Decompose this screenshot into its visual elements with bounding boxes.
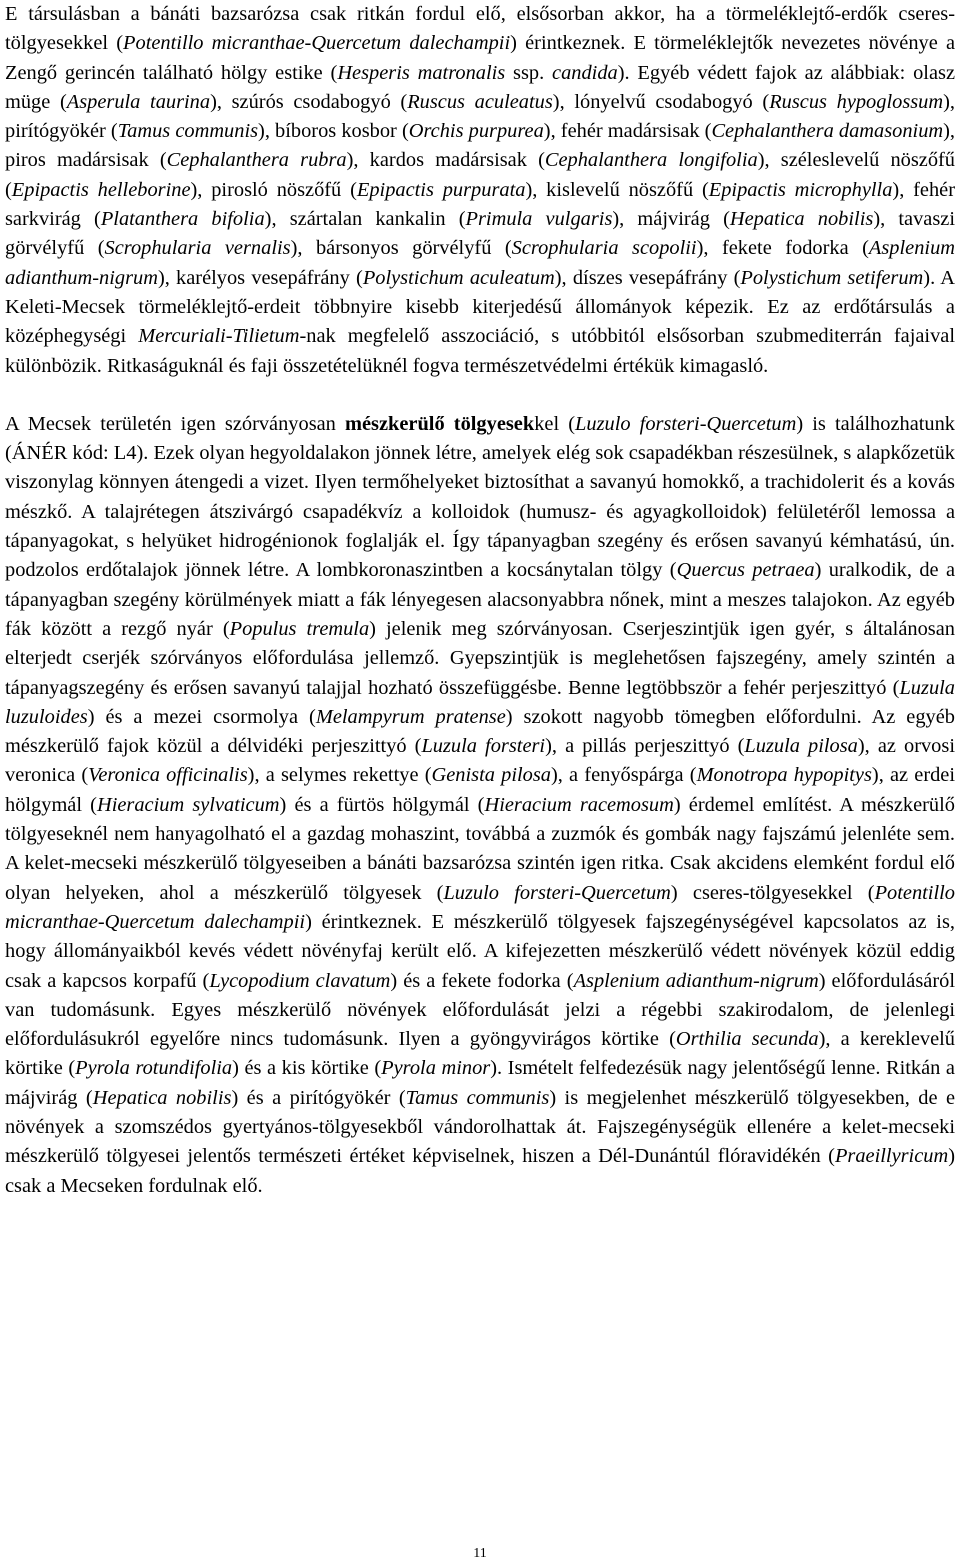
species-name: Pyrola rotundifolia — [75, 1057, 233, 1080]
species-name: Praeillyricum — [834, 1145, 949, 1168]
text-run: ), pirosló nöszőfű ( — [190, 178, 357, 201]
text-run: ) és a pirítógyökér ( — [231, 1086, 406, 1109]
text-run: ssp. — [505, 61, 553, 84]
text-run: ) és a kis körtike ( — [232, 1057, 382, 1080]
species-name: Tamus communis — [405, 1086, 550, 1109]
species-name: Melampyrum pratense — [315, 705, 506, 728]
text-run: ) uralkodik, de a tápanyagban szegény körülmények miatt a fák lényegesen alacsonyabbra nőnek, mint a meszes talajokon. Az egyéb fák között a rezgő nyár ( — [5, 559, 955, 640]
species-name: Ruscus aculeatus — [407, 90, 553, 113]
text-run: kel ( — [534, 412, 576, 435]
text-run: ), a fenyőspárga ( — [550, 764, 697, 787]
text-run: ) szokott nagyobb tömegben előfordulni. Az egyéb mészkerülő fajok közül a délvidéki perjeszittyó ( — [5, 705, 955, 758]
species-name: Primula vulgaris — [465, 208, 613, 231]
text-run: ), fehér sarkvirág ( — [5, 178, 956, 231]
page-number: 11 — [473, 1546, 487, 1561]
species-name: Orthilia secunda — [675, 1028, 819, 1051]
species-name: Lycopodium clavatum — [209, 969, 391, 992]
text-run: ), kardos madársisak ( — [346, 149, 545, 172]
species-name: Ruscus hypoglossum — [769, 90, 944, 113]
text-run: ), piros madársisak ( — [5, 120, 956, 172]
species-name: Polystichum aculeatum — [362, 266, 555, 289]
species-name: Luzula forsteri — [421, 735, 546, 758]
text-run: ), szártalan kankalin ( — [264, 208, 466, 231]
text-run: ), az orvosi veronica ( — [5, 735, 955, 787]
species-name: Potentillo micranthae-Quercetum dalechampii — [123, 32, 511, 55]
species-name: Hieracium sylvaticum — [96, 793, 280, 816]
species-name: Polystichum setiferum — [740, 266, 924, 289]
species-name: Genista pilosa — [431, 764, 551, 787]
text-run: ) és a mezei csormolya ( — [87, 705, 316, 728]
bold-term: mészkerülő tölgyesek — [345, 412, 535, 435]
species-name: Veronica officinalis — [88, 764, 248, 787]
species-name: Hepatica nobilis — [92, 1086, 232, 1109]
species-name: candida — [552, 61, 618, 84]
species-name: Cephalanthera rubra — [166, 149, 347, 172]
species-name: Cephalanthera longifolia — [544, 149, 758, 172]
text-run: ), lónyelvű csodabogyó ( — [552, 90, 770, 113]
species-name: Epipactis helleborine — [11, 178, 191, 201]
species-name: Luzula luzuloides — [5, 676, 955, 728]
text-run: E társulásban a bánáti bazsarózsa csak ritkán fordul elő, elsősorban akkor, ha a törmeléklejtő-erdők cseres-tölgyesekkel ( — [5, 3, 955, 55]
species-name: Orchis purpurea — [408, 120, 544, 143]
text-run: ) is megjelenhet mészkerülő tölgyesekben, de e növények a szomszédos gyertyános-tölgyesekből vándorolhattak át. Fajszegénységük ellenére a kelet-mecseki mészkerülő tölgyesei jelentős természeti értéket képviselnek, hiszen a Dél-Dunántúl flóravidékén ( — [5, 1086, 956, 1168]
text-run: ). A Keleti-Mecsek törmeléklejtő-erdeit többnyire kisebb kiterjedésű állományok képezik. Ez az erdőtársulás a középhegységi — [5, 266, 955, 348]
text-run: ) is találhozhatunk (ÁNÉR kód: L4). Ezek olyan hegyoldalakon jönnek létre, amelyek elég sok csapadékban részesülnek, s alapkőzetük viszonylag könnyen átengedi a vizet. Ilyen termőhelyeket biztosíthat a savanyú homokkő, a trachidolerit és a kovás mészkő. A talajrétegen átszivárgó csapadékvíz a kolloidok (humusz- és agyagkolloidok) felületéről lemossa a tápanyagokat, s helyüket hidrogénionok foglalják el. Így tápanyagban szegény és erősen savanyú kémhatású, ún. podzolos erdőtalajok jönnek létre. A lombkoronaszintben a kocsánytalan tölgy ( — [5, 412, 955, 582]
paragraph — [5, 0, 955, 381]
species-name: Asperula taurina — [66, 90, 211, 113]
species-name: Populus tremula — [229, 617, 370, 640]
species-name: Luzula pilosa — [744, 735, 858, 758]
species-name: Epipactis purpurata — [356, 178, 526, 201]
species-name: Scrophularia vernalis — [104, 237, 291, 260]
text-run: ), bársonyos görvélyfű ( — [290, 237, 512, 260]
species-name: Hesperis matronalis — [337, 61, 506, 84]
species-name: Luzulo forsteri-Quercetum — [443, 881, 671, 904]
text-run: ), széleslevelű nöszőfű ( — [5, 149, 955, 201]
document-body — [5, 0, 955, 1201]
text-run: ) érintkeznek. E mészkerülő tölgyesek fajszegénységével kapcsolatos az is, hogy állományaikból kevés védett növényfaj került elő. A kifejezetten mészkerülő védett növények közül eddig csak a kapcsos korpafű ( — [5, 910, 955, 992]
text-run: ). Egyéb védett fajok az alábbiak: olasz müge ( — [5, 61, 955, 113]
text-run: ), az erdei hölgymál ( — [5, 764, 956, 816]
text-run: ), kislevelű nöszőfű ( — [525, 178, 709, 201]
text-run: ), bíboros kosbor ( — [258, 120, 409, 143]
species-name: Hepatica nobilis — [729, 208, 874, 231]
species-name: Cephalanthera damasonium — [711, 120, 944, 143]
text-run: ) és a fekete fodorka ( — [390, 969, 574, 992]
species-name: Quercus petraea — [676, 559, 815, 582]
text-run: -nak megfelelő asszociáció, s utóbbitól elsősorban szubmediterrán fajaival különbözik. Ritkaságuknál és faji összetételüknél fogva természetvédelmi értékük kimagasló. — [5, 325, 955, 377]
text-run: ), a kereklevelű körtike ( — [5, 1028, 955, 1080]
text-run: ), májvirág ( — [612, 208, 730, 231]
text-run: ), karélyos vesepáfrány ( — [157, 266, 363, 289]
species-name: Asplenium adianthum-nigrum — [573, 969, 819, 992]
species-name: Potentillo micranthae-Quercetum dalechampii — [5, 881, 955, 933]
species-name: Monotropa hypopitys — [696, 764, 872, 787]
species-name: Pyrola minor — [381, 1057, 491, 1080]
species-name: Mercuriali-Tilietum — [138, 325, 300, 348]
text-run: A Mecsek területén igen szórványosan — [5, 412, 345, 435]
species-name: Luzulo forsteri-Quercetum — [575, 412, 797, 435]
species-name: Hieracium racemosum — [484, 793, 674, 816]
species-name: Scrophularia scopolii — [511, 237, 697, 260]
text-run: ), tavaszi görvélyfű ( — [5, 208, 955, 260]
text-run: ), fehér madársisak ( — [543, 120, 712, 143]
text-run: ) jelenik meg szórványosan. Cserjeszintjük igen gyér, s általánosan elterjedt cserjék szórványos előfordulása jellemző. Gyepszintjük is meglehetősen fajszegény, amely szintén a tápanyagszegény és erősen savanyú talajjal hozható összefüggésbe. Benne legtöbbször a fehér perjeszittyó ( — [5, 617, 955, 699]
species-name: Epipactis microphylla — [708, 178, 893, 201]
text-run: ) csak a Mecseken fordulnak elő. — [5, 1145, 955, 1197]
text-run: ), pirítógyökér ( — [5, 90, 955, 143]
text-run: ) és a fürtös hölgymál ( — [279, 793, 485, 816]
text-run: ) előfordulásáról van tudomásunk. Egyes mészkerülő növények előfordulását jelzi a régebbi szakirodalom, de jelenlegi előfordulásukról egyelőre nincs tudomásunk. Ilyen a gyöngyvirágos körtike ( — [5, 969, 955, 1051]
text-run: ) érintkeznek. E törmeléklejtők nevezetes növénye a Zengő gerincén található hölgy estike ( — [5, 32, 955, 84]
species-name: Tamus communis — [117, 120, 259, 143]
paragraph — [5, 410, 955, 1201]
text-run: ) cseres-tölgyesekkel ( — [670, 881, 875, 904]
species-name: Asplenium adianthum-nigrum — [5, 237, 955, 289]
text-run: ), a selymes rekettye ( — [247, 764, 432, 787]
species-name: Platanthera bifolia — [100, 208, 265, 231]
text-run: ) érdemel említést. A mészkerülő tölgyeseknél nem hanyagolható el a gazdag mohaszint, továbbá a zuzmók és gombák nagy fajszámú jelenléte sem. A kelet-mecseki mészkerülő tölgyeseiben a bánáti bazsarózsa szintén igen ritka. Csak akcidens elemként fordul elő olyan helyeken, ahol a mészkerülő tölgyesek ( — [5, 793, 955, 904]
text-run: ), fekete fodorka ( — [696, 237, 869, 260]
text-run: ), díszes vesepáfrány ( — [554, 266, 741, 289]
text-run: ), a pillás perjeszittyó ( — [545, 735, 745, 758]
text-run: ), szúrós csodabogyó ( — [210, 90, 408, 113]
text-run: ). Ismételt felfedezésük nagy jelentőségű lenne. Ritkán a májvirág ( — [5, 1057, 955, 1109]
